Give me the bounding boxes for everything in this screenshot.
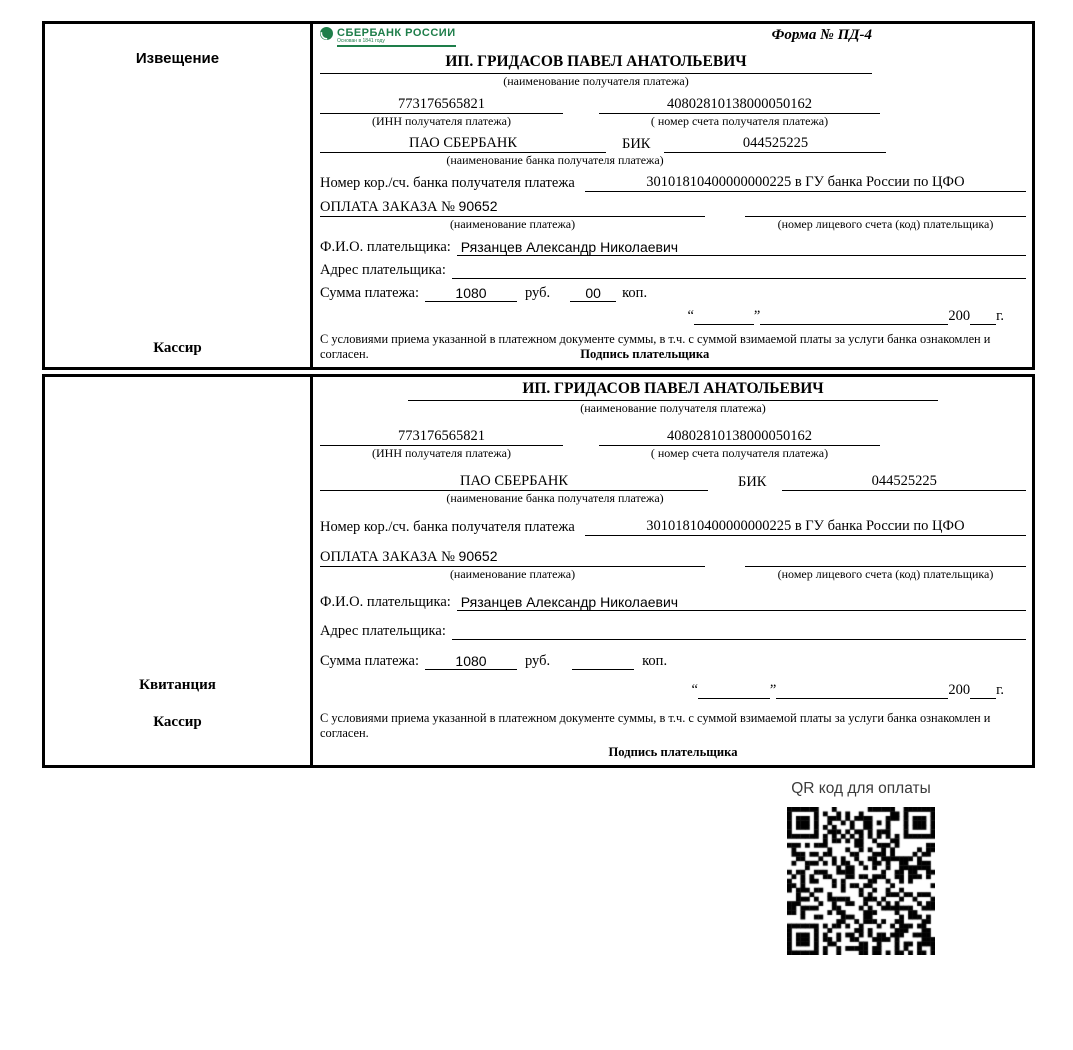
sum-label: Сумма платежа: [320, 652, 419, 669]
date-month-field [760, 324, 948, 325]
bik-label: БИК [738, 474, 767, 491]
date-row [320, 682, 1004, 699]
payer-fio-label: Ф.И.О. плательщика: [320, 594, 451, 611]
sum-label: Сумма платежа: [320, 285, 419, 302]
date-month-field [776, 698, 948, 699]
notice-form-header [320, 27, 872, 47]
payment-group [320, 548, 1026, 582]
inn-caption: (ИНН получателя платежа) [372, 113, 511, 128]
bank-name-value: ПАО СБЕРБАНК [320, 473, 708, 491]
bank-name-value: ПАО СБЕРБАНК [320, 135, 606, 153]
qr-label: QR код для оплаты [791, 780, 931, 797]
sberbank-name: СБЕРБАНК РОССИИ [337, 27, 456, 39]
rub-label: руб. [525, 285, 551, 302]
notice-side-label: Извещение [135, 50, 220, 67]
sberbank-logo-icon [320, 27, 333, 45]
bank-group [320, 135, 1026, 168]
payer-address-value [452, 639, 1026, 640]
payer-code-caption: (номер лицевого счета (код) плательщика) [777, 567, 994, 582]
bank-caption: (наименование банка получателя платежа) [446, 152, 664, 167]
notice-cashier-label: Кассир [153, 340, 202, 356]
agreement-text: С условиями приема указанной в платежном документе суммы, в т.ч. с суммой взимаемой платы за услуги банка ознакомлен и согласен. [320, 710, 991, 740]
agreement-block [320, 711, 1026, 760]
corr-label: Номер кор./сч. банка получателя платежа [320, 519, 575, 536]
year-suffix: г. [996, 681, 1004, 698]
sberbank-tagline: Основан в 1841 году [337, 38, 385, 44]
date-year-field [970, 698, 996, 699]
receipt-form [313, 377, 1032, 765]
receipt-side-label: Квитанция [139, 677, 216, 693]
sum-rub-value: 1080 [425, 285, 517, 302]
signature-label: Подпись плательщика [608, 744, 738, 759]
payer-address-value [452, 278, 1026, 279]
payer-fio-value: Рязанцев Александр Николаевич [457, 239, 1026, 256]
sum-rub-value: 1080 [425, 653, 517, 670]
year-prefix: 200 [948, 681, 971, 698]
sberbank-logo-text [337, 27, 456, 47]
inn-caption: (ИНН получателя платежа) [372, 446, 511, 461]
payment-name-value: ОПЛАТА ЗАКАЗА № 90652 [320, 548, 705, 567]
corr-label: Номер кор./сч. банка получателя платежа [320, 175, 575, 192]
payment-caption: (наименование платежа) [449, 217, 576, 232]
quote-close: ” [769, 681, 777, 698]
quote-open: “ [691, 681, 698, 698]
recipient-group [408, 380, 938, 416]
corr-account-row [320, 518, 1026, 536]
bik-value: 044525225 [664, 135, 886, 153]
year-prefix: 200 [948, 308, 971, 325]
receipt-slip [42, 374, 1035, 768]
payment-caption: (наименование платежа) [449, 567, 576, 582]
sum-row [320, 285, 1026, 302]
kop-label: коп. [642, 652, 668, 669]
bik-value: 044525225 [782, 473, 1026, 491]
rub-label: руб. [525, 652, 551, 669]
signature-label: Подпись плательщика [580, 346, 710, 361]
corr-value: 30101810400000000225 в ГУ банка России по ЦФО [585, 174, 1026, 192]
recipient-name: ИП. ГРИДАСОВ ПАВЕЛ АНАТОЛЬЕВИЧ [320, 53, 872, 74]
payment-group [320, 198, 1026, 232]
date-day-field [694, 324, 754, 325]
order-number: 90652 [458, 198, 498, 215]
quote-open: “ [687, 308, 694, 325]
qr-code [787, 807, 935, 955]
order-number: 90652 [458, 548, 498, 565]
bank-caption: (наименование банка получателя платежа) [446, 491, 664, 506]
form-number: Форма № ПД-4 [771, 27, 872, 43]
inn-account-group [320, 428, 1026, 461]
notice-slip [42, 21, 1035, 370]
account-value: 40802810138000050162 [599, 96, 880, 114]
account-caption: ( номер счета получателя платежа) [650, 113, 829, 128]
account-caption: ( номер счета получателя платежа) [650, 446, 829, 461]
payer-address-row [320, 262, 1026, 279]
bik-label: БИК [622, 135, 651, 152]
year-suffix: г. [996, 308, 1004, 325]
recipient-name: ИП. ГРИДАСОВ ПАВЕЛ АНАТОЛЬЕВИЧ [408, 380, 938, 401]
corr-value: 30101810400000000225 в ГУ банка России по ЦФО [585, 518, 1026, 536]
payer-fio-value: Рязанцев Александр Николаевич [457, 594, 1026, 611]
sberbank-logo [320, 27, 456, 47]
sum-row [320, 653, 1026, 670]
payment-name-value: ОПЛАТА ЗАКАЗА № 90652 [320, 198, 705, 217]
quote-close: ” [753, 308, 761, 325]
sum-kop-value: 00 [570, 285, 616, 302]
payer-address-row [320, 623, 1026, 640]
date-year-field [970, 324, 996, 325]
inn-account-group [320, 96, 1026, 129]
recipient-group [320, 53, 872, 89]
receipt-cashier-label: Кассир [153, 714, 202, 730]
receipt-side-column [45, 377, 313, 765]
date-day-field [698, 698, 770, 699]
payer-address-label: Адрес плательщика: [320, 623, 446, 640]
bank-group [320, 473, 1026, 506]
notice-side-column [45, 24, 313, 367]
notice-form [313, 24, 1032, 367]
payer-address-label: Адрес плательщика: [320, 261, 446, 278]
recipient-caption: (наименование получателя платежа) [580, 401, 766, 415]
recipient-caption: (наименование получателя платежа) [503, 74, 689, 89]
payer-fio-row [320, 594, 1026, 611]
payer-fio-label: Ф.И.О. плательщика: [320, 238, 451, 255]
agreement-text: С условиями приема указанной в платежном документе суммы, в т.ч. с суммой взимаемой платы за услуги банка ознакомлен и согласен. Подпись плательщика [320, 331, 991, 361]
inn-value: 773176565821 [320, 96, 563, 114]
account-value: 40802810138000050162 [599, 428, 880, 446]
payer-fio-row [320, 239, 1026, 256]
date-row [320, 308, 1004, 325]
payer-code-caption: (номер лицевого счета (код) плательщика) [777, 217, 994, 232]
sum-kop-value [572, 669, 634, 670]
kop-label: коп. [622, 285, 648, 302]
inn-value: 773176565821 [320, 428, 563, 446]
corr-account-row [320, 174, 1026, 192]
